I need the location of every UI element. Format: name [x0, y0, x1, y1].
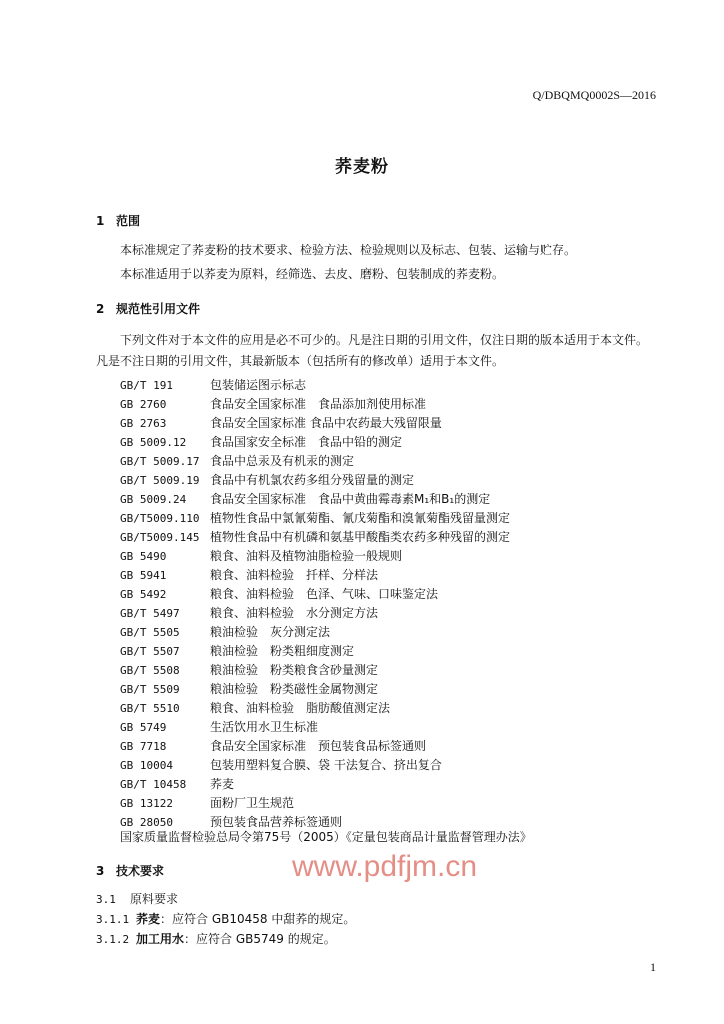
reference-code: GB 5941 — [120, 569, 167, 582]
reference-code: GB 5490 — [120, 550, 167, 563]
reference-title: 植物性食品中有机磷和氨基甲酸酯类农药多种残留的测定 — [210, 530, 511, 544]
reference-code: GB/T5009.145 — [120, 531, 200, 544]
reference-title: 食品中总汞及有机汞的测定 — [210, 454, 355, 468]
reference-code: GB/T 5507 — [120, 645, 180, 658]
reference-title: 食品安全国家标准 预包装食品标签通则 — [210, 739, 427, 753]
subsection-3-1-2-label: 加工用水 — [136, 932, 185, 946]
reference-code: GB/T5009.110 — [120, 512, 200, 525]
reference-code: GB/T 5009.19 — [120, 474, 200, 487]
reference-title: 粮油检验 灰分测定法 — [210, 625, 331, 639]
reference-code: GB/T 5510 — [120, 702, 180, 715]
reference-code: GB 7718 — [120, 740, 167, 753]
page-title: 荞麦粉 — [335, 157, 389, 177]
subsection-3-1-1 — [96, 910, 355, 927]
reference-title: 食品中有机氯农药多组分残留量的测定 — [210, 473, 415, 487]
reference-title: 面粉厂卫生规范 — [210, 796, 295, 810]
section-2-intro: 下列文件对于本文件的应用是必不可少的。凡是注日期的引用文件，仅注日期的版本适用于本文件。凡是不注日期的引用文件，其最新版本（包括所有的修改单）适用于本文件。 — [96, 333, 649, 368]
reference-title: 食品安全国家标准 食品中黄曲霉毒素M₁和B₁的测定 — [210, 492, 491, 506]
reference-item — [120, 547, 510, 566]
watermark: www.pdfjm.cn — [292, 850, 478, 883]
reference-code: GB/T 191 — [120, 379, 173, 392]
reference-item — [120, 528, 510, 547]
reference-item — [120, 775, 510, 794]
reference-item — [120, 376, 510, 395]
section-2-number: 2 — [96, 302, 105, 316]
section-3-heading — [96, 862, 164, 879]
subsection-3-1-1-text: ：应符合 GB10458 中甜荞的规定。 — [160, 912, 356, 926]
standard-code: Q/DBQMQ0002S—2016 — [532, 88, 656, 102]
subsection-3-1-title: 原料要求 — [130, 892, 179, 906]
page-number: 1 — [650, 960, 656, 974]
reference-code: GB/T 5505 — [120, 626, 180, 639]
reference-title: 粮油检验 粉类粮食含砂量测定 — [210, 663, 379, 677]
subsection-3-1-2 — [96, 930, 336, 947]
reference-code: GB 5749 — [120, 721, 167, 734]
reference-item — [120, 604, 510, 623]
reference-item — [120, 756, 510, 775]
reference-code: GB 5009.24 — [120, 493, 187, 506]
reference-code: GB 5009.12 — [120, 436, 187, 449]
section-1-heading — [96, 212, 140, 229]
subsection-3-1 — [96, 890, 178, 907]
reference-code: GB 2763 — [120, 417, 167, 430]
section-3-title: 技术要求 — [116, 864, 165, 878]
reference-item — [120, 642, 510, 661]
reference-title: 生活饮用水卫生标准 — [210, 720, 319, 734]
reference-code: GB/T 10458 — [120, 778, 187, 791]
reference-title: 粮食、油料检验 脂肪酸值测定法 — [210, 701, 391, 715]
reference-title: 预包装食品营养标签通则 — [210, 815, 343, 829]
decree-reference: 国家质量监督检验总局令第75号（2005）《定量包装商品计量监督管理办法》 — [120, 830, 532, 844]
reference-item — [120, 699, 510, 718]
reference-title: 粮食、油料检验 色泽、气味、口味鉴定法 — [210, 587, 439, 601]
reference-code: GB/T 5497 — [120, 607, 180, 620]
reference-item — [120, 452, 510, 471]
reference-item — [120, 566, 510, 585]
reference-item — [120, 585, 510, 604]
reference-item — [120, 718, 510, 737]
reference-item — [120, 623, 510, 642]
section-2-heading — [96, 300, 200, 317]
reference-list — [120, 376, 510, 832]
reference-code: GB 28050 — [120, 816, 173, 829]
section-1-title: 范围 — [116, 214, 141, 228]
subsection-3-1-number: 3.1 — [96, 893, 116, 906]
reference-item — [120, 414, 510, 433]
subsection-3-1-1-number: 3.1.1 — [96, 913, 130, 926]
section-3-number: 3 — [96, 864, 105, 878]
reference-item — [120, 737, 510, 756]
reference-item — [120, 661, 510, 680]
reference-item — [120, 471, 510, 490]
reference-title: 粮食、油料及植物油脂检验一般规则 — [210, 549, 403, 563]
reference-title: 荞麦 — [210, 777, 235, 791]
reference-item — [120, 680, 510, 699]
reference-code: GB 5492 — [120, 588, 167, 601]
section-1-paragraph-1: 本标准规定了荞麦粉的技术要求、检验方法、检验规则以及标志、包装、运输与贮存。 — [120, 243, 577, 257]
reference-title: 粮食、油料检验 扦样、分样法 — [210, 568, 379, 582]
reference-code: GB 13122 — [120, 797, 173, 810]
subsection-3-1-2-number: 3.1.2 — [96, 933, 130, 946]
reference-code: GB 2760 — [120, 398, 167, 411]
section-2-title: 规范性引用文件 — [116, 302, 201, 316]
reference-item — [120, 794, 510, 813]
reference-title: 粮油检验 粉类磁性金属物测定 — [210, 682, 379, 696]
reference-item — [120, 433, 510, 452]
subsection-3-1-2-text: ：应符合 GB5749 的规定。 — [184, 932, 336, 946]
reference-code: GB/T 5508 — [120, 664, 180, 677]
reference-title: 食品国家安全标准 食品中铅的测定 — [210, 435, 403, 449]
reference-code: GB/T 5509 — [120, 683, 180, 696]
reference-code: GB/T 5009.17 — [120, 455, 200, 468]
reference-title: 食品安全国家标准 食品中农药最大残留限量 — [210, 416, 442, 430]
reference-code: GB 10004 — [120, 759, 173, 772]
reference-item — [120, 509, 510, 528]
reference-title: 植物性食品中氯氰菊酯、氰戊菊酯和溴氰菊酯残留量测定 — [210, 511, 511, 525]
section-1-paragraph-2: 本标准适用于以荞麦为原料，经筛选、去皮、磨粉、包装制成的荞麦粉。 — [120, 267, 505, 281]
reference-title: 食品安全国家标准 食品添加剂使用标准 — [210, 397, 427, 411]
reference-title: 包装储运图示标志 — [210, 378, 307, 392]
reference-item — [120, 395, 510, 414]
section-1-number: 1 — [96, 214, 105, 228]
reference-title: 包装用塑料复合膜、袋 干法复合、挤出复合 — [210, 758, 442, 772]
reference-item — [120, 490, 510, 509]
reference-title: 粮油检验 粉类粗细度测定 — [210, 644, 355, 658]
subsection-3-1-1-label: 荞麦 — [136, 912, 161, 926]
reference-title: 粮食、油料检验 水分测定方法 — [210, 606, 379, 620]
